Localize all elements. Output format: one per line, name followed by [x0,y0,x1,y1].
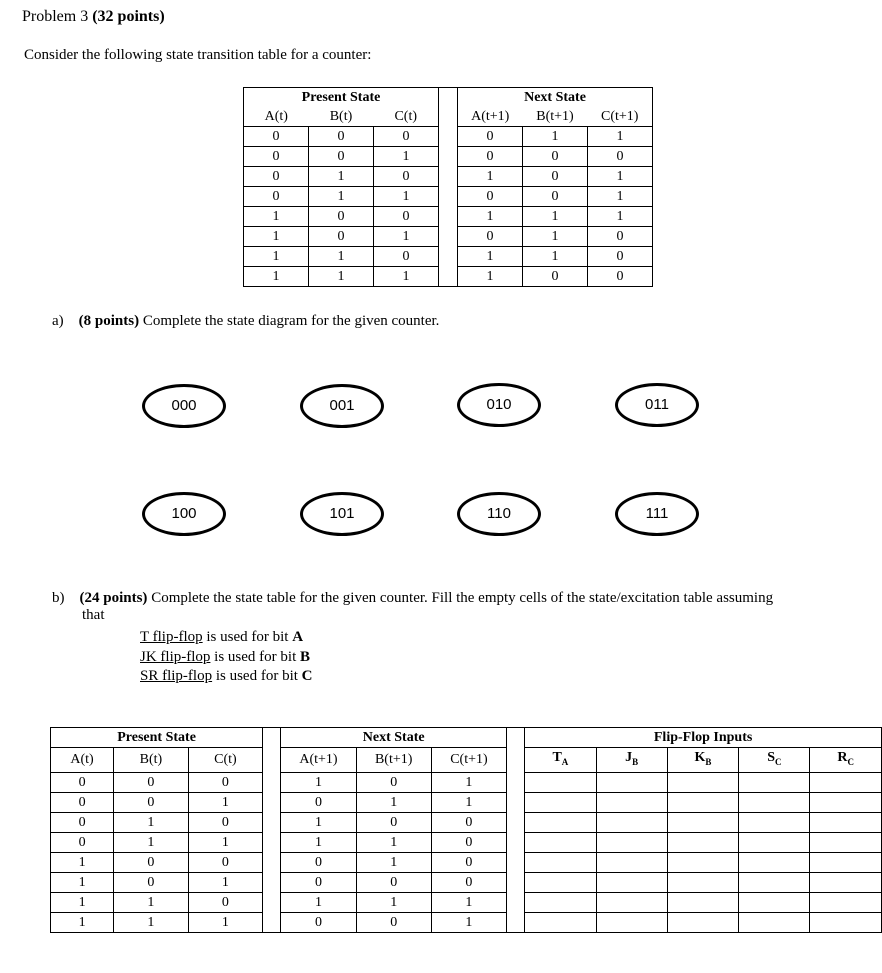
ff-input-cell[interactable] [739,912,810,932]
gap [507,812,525,832]
t2-cell: 0 [114,772,189,792]
ff-input-cell[interactable] [525,792,596,812]
table-row [244,147,653,167]
ff-col-header [596,748,667,773]
t2-present-header: Present State [51,728,263,748]
t1-col-header: C(t) [374,107,439,127]
ff-input-cell[interactable] [596,852,667,872]
t1-cell: 1 [458,207,523,227]
t1-cell: 1 [244,207,309,227]
t1-cell: 0 [458,127,523,147]
gap [439,227,458,247]
table-row [51,772,882,792]
ff-input-cell[interactable] [596,872,667,892]
ff-col-sub: B [632,756,639,767]
t1-cell: 1 [588,207,653,227]
t2-cell: 1 [114,812,189,832]
t2-col-header: B(t) [114,748,189,773]
t2-cell: 1 [51,892,114,912]
table-row [244,187,653,207]
t1-cell: 1 [374,187,439,207]
t2-cell: 0 [356,812,431,832]
t2-cell: 1 [356,892,431,912]
t1-cell: 0 [244,147,309,167]
ff-input-cell[interactable] [667,772,738,792]
t1-cell: 0 [309,227,374,247]
t2-cell: 1 [51,912,114,932]
table-row [244,267,653,287]
ff-col-main: J [625,750,633,765]
t1-cell: 0 [309,147,374,167]
ff-col-sub: C [774,756,782,767]
t2-cell: 1 [431,892,506,912]
t1-cell: 1 [309,167,374,187]
t1-col-header: A(t+1) [458,107,523,127]
t1-col-header: B(t+1) [523,107,588,127]
gap [507,912,525,932]
t2-cell: 1 [281,772,356,792]
gap [263,832,281,852]
ff-col-header [739,748,810,773]
table-row [244,207,653,227]
t2-cell: 0 [431,872,506,892]
gap [507,772,525,792]
ff-col-sub: A [561,756,569,767]
t1-cell: 1 [244,247,309,267]
excitation-table [50,727,882,933]
ff-col-main: T [552,750,562,765]
t1-cell: 1 [309,187,374,207]
state-node-000[interactable]: 000 [142,384,226,428]
t2-cell: 0 [431,812,506,832]
gap [507,852,525,872]
ff-input-cell[interactable] [739,832,810,852]
t2-cell: 1 [188,912,263,932]
t1-cell: 1 [588,127,653,147]
t2-col-header: B(t+1) [356,748,431,773]
ff-input-cell[interactable] [667,872,738,892]
t2-cell: 0 [281,852,356,872]
gap [263,852,281,872]
t1-cell: 1 [374,147,439,167]
t2-cell: 0 [114,872,189,892]
t1-cell: 1 [374,227,439,247]
t1-cell: 1 [588,167,653,187]
gap [507,832,525,852]
t2-cell: 1 [51,852,114,872]
ff-input-cell[interactable] [596,812,667,832]
t2-col-header: C(t) [188,748,263,773]
t2-col-header: C(t+1) [431,748,506,773]
t1-cell: 0 [458,227,523,247]
t2-cell: 1 [114,832,189,852]
t2-cell: 1 [114,892,189,912]
table-row [51,912,882,932]
ff-input-cell[interactable] [667,912,738,932]
t1-cell: 1 [309,247,374,267]
gap [263,892,281,912]
t2-cell: 1 [281,832,356,852]
ff-line-c: SR flip-flop is used for bit C [140,668,313,684]
t2-col-header: A(t) [51,748,114,773]
table-row [244,247,653,267]
t1-cell: 0 [374,247,439,267]
ff-col-sub: B [705,756,712,767]
ff-input-cell[interactable] [667,792,738,812]
t2-cell: 1 [281,892,356,912]
t2-cell: 1 [51,872,114,892]
t2-cell: 0 [431,852,506,872]
t2-cell: 1 [356,832,431,852]
ff-line-a: T flip-flop is used for bit A [140,629,304,645]
gap [263,912,281,932]
t2-cell: 1 [281,812,356,832]
ff-input-cell[interactable] [810,792,882,812]
ff-input-cell[interactable] [810,872,882,892]
ff-input-cell[interactable] [596,772,667,792]
t1-cell: 0 [523,167,588,187]
gap [507,748,525,773]
t2-cell: 0 [356,772,431,792]
t2-cell: 0 [114,852,189,872]
t1-cell: 0 [374,127,439,147]
t1-cell: 1 [523,127,588,147]
t2-cell: 1 [431,912,506,932]
t1-cell: 0 [458,147,523,167]
t1-col-header: B(t) [309,107,374,127]
table-row [244,227,653,247]
t1-cell: 0 [523,147,588,167]
t1-col-header: C(t+1) [588,107,653,127]
part-a-text: a) (8 points) Complete the state diagram for the given counter. [52,313,440,329]
t1-cell: 0 [523,187,588,207]
t1-cell: 1 [523,207,588,227]
ff-input-cell[interactable] [667,832,738,852]
gap [263,792,281,812]
ff-col-main: S [767,750,775,765]
ff-input-cell[interactable] [525,872,596,892]
t1-cell: 0 [309,207,374,227]
t1-cell: 0 [458,187,523,207]
ff-input-cell[interactable] [810,912,882,932]
intro-text: Consider the following state transition table for a counter: [24,47,372,63]
table-row [51,792,882,812]
t1-cell: 1 [244,267,309,287]
state-node-110[interactable]: 110 [457,492,541,536]
t2-cell: 1 [188,832,263,852]
t1-cell: 1 [458,267,523,287]
t1-col-header: A(t) [244,107,309,127]
part-b-text: b) (24 points) Complete the state table for the given counter. Fill the empty cells of the state/excitation table assuming that [52,590,774,623]
t1-cell: 1 [523,247,588,267]
ff-input-cell[interactable] [810,892,882,912]
t1-cell: 0 [588,267,653,287]
gap [263,748,281,773]
t1-cell: 1 [588,187,653,207]
t2-cell: 0 [281,912,356,932]
t1-cell: 0 [244,127,309,147]
ff-input-cell[interactable] [525,812,596,832]
ff-input-cell[interactable] [525,892,596,912]
ff-line-b: JK flip-flop is used for bit B [140,649,311,665]
t2-cell: 1 [188,872,263,892]
ff-input-cell[interactable] [667,852,738,872]
ff-col-header [525,748,596,773]
ff-col-header [810,748,882,773]
t2-cell: 0 [281,872,356,892]
table-row [51,812,882,832]
t2-cell: 0 [188,892,263,912]
t2-ff-header: Flip-Flop Inputs [525,728,882,748]
t2-cell: 0 [188,812,263,832]
t2-cell: 0 [51,812,114,832]
ff-input-cell[interactable] [739,872,810,892]
table-row [244,167,653,187]
t1-cell: 0 [523,267,588,287]
table-row [51,892,882,912]
t2-cell: 0 [188,852,263,872]
t2-next-header: Next State [281,728,507,748]
ff-col-sub: C [847,756,855,767]
t2-cell: 0 [281,792,356,812]
ff-input-cell[interactable] [739,852,810,872]
gap [439,127,458,147]
ff-input-cell[interactable] [739,792,810,812]
ff-input-cell[interactable] [596,792,667,812]
t1-cell: 1 [458,247,523,267]
gap [507,792,525,812]
next-state-header: Next State [458,88,653,108]
t2-cell: 0 [51,792,114,812]
t1-cell: 1 [374,267,439,287]
t2-cell: 0 [51,832,114,852]
gap [439,147,458,167]
ff-input-cell[interactable] [525,832,596,852]
table-row [51,872,882,892]
gap [263,772,281,792]
state-node-010[interactable]: 010 [457,383,541,427]
t1-cell: 0 [588,147,653,167]
ff-input-cell[interactable] [596,912,667,932]
ff-input-cell[interactable] [810,852,882,872]
state-node-111[interactable]: 111 [615,492,699,536]
state-node-001[interactable]: 001 [300,384,384,428]
t1-cell: 0 [588,247,653,267]
state-node-011[interactable]: 011 [615,383,699,427]
present-state-header: Present State [244,88,439,108]
ff-input-cell[interactable] [596,892,667,912]
state-node-101[interactable]: 101 [300,492,384,536]
gap [439,187,458,207]
gap [507,892,525,912]
ff-input-cell[interactable] [810,812,882,832]
gap [439,247,458,267]
ff-input-cell[interactable] [739,812,810,832]
ff-input-cell[interactable] [810,772,882,792]
ff-input-cell[interactable] [739,892,810,912]
table-row [244,127,653,147]
ff-input-cell[interactable] [525,912,596,932]
ff-input-cell[interactable] [667,812,738,832]
gap [507,872,525,892]
t2-cell: 1 [188,792,263,812]
t2-cell: 0 [356,872,431,892]
t1-cell: 1 [244,227,309,247]
gap [263,872,281,892]
t2-cell: 1 [356,792,431,812]
state-node-100[interactable]: 100 [142,492,226,536]
ff-input-cell[interactable] [596,832,667,852]
table-row [51,852,882,872]
t2-cell: 0 [188,772,263,792]
t2-cell: 0 [114,792,189,812]
t1-cell: 0 [588,227,653,247]
t2-cell: 1 [114,912,189,932]
t2-cell: 1 [431,792,506,812]
ff-input-cell[interactable] [810,832,882,852]
ff-input-cell[interactable] [667,892,738,912]
ff-col-main: R [837,750,848,765]
ff-col-main: K [694,750,706,765]
gap [439,107,458,127]
ff-input-cell[interactable] [525,852,596,872]
t1-cell: 1 [523,227,588,247]
t1-cell: 0 [244,187,309,207]
t1-cell: 0 [244,167,309,187]
ff-input-cell[interactable] [739,772,810,792]
t2-cell: 0 [431,832,506,852]
ff-col-header [667,748,738,773]
t2-cell: 0 [356,912,431,932]
gap [439,167,458,187]
transition-table [243,87,653,287]
t2-cell: 0 [51,772,114,792]
table-row [51,832,882,852]
gap [263,812,281,832]
gap [439,207,458,227]
t1-cell: 0 [309,127,374,147]
ff-input-cell[interactable] [525,772,596,792]
gap [439,267,458,287]
t2-cell: 1 [431,772,506,792]
problem-title: Problem 3 (32 points) [22,8,165,25]
t2-cell: 1 [356,852,431,872]
t1-cell: 0 [374,207,439,227]
t1-cell: 1 [309,267,374,287]
t1-cell: 0 [374,167,439,187]
t1-cell: 1 [458,167,523,187]
t2-col-header: A(t+1) [281,748,356,773]
